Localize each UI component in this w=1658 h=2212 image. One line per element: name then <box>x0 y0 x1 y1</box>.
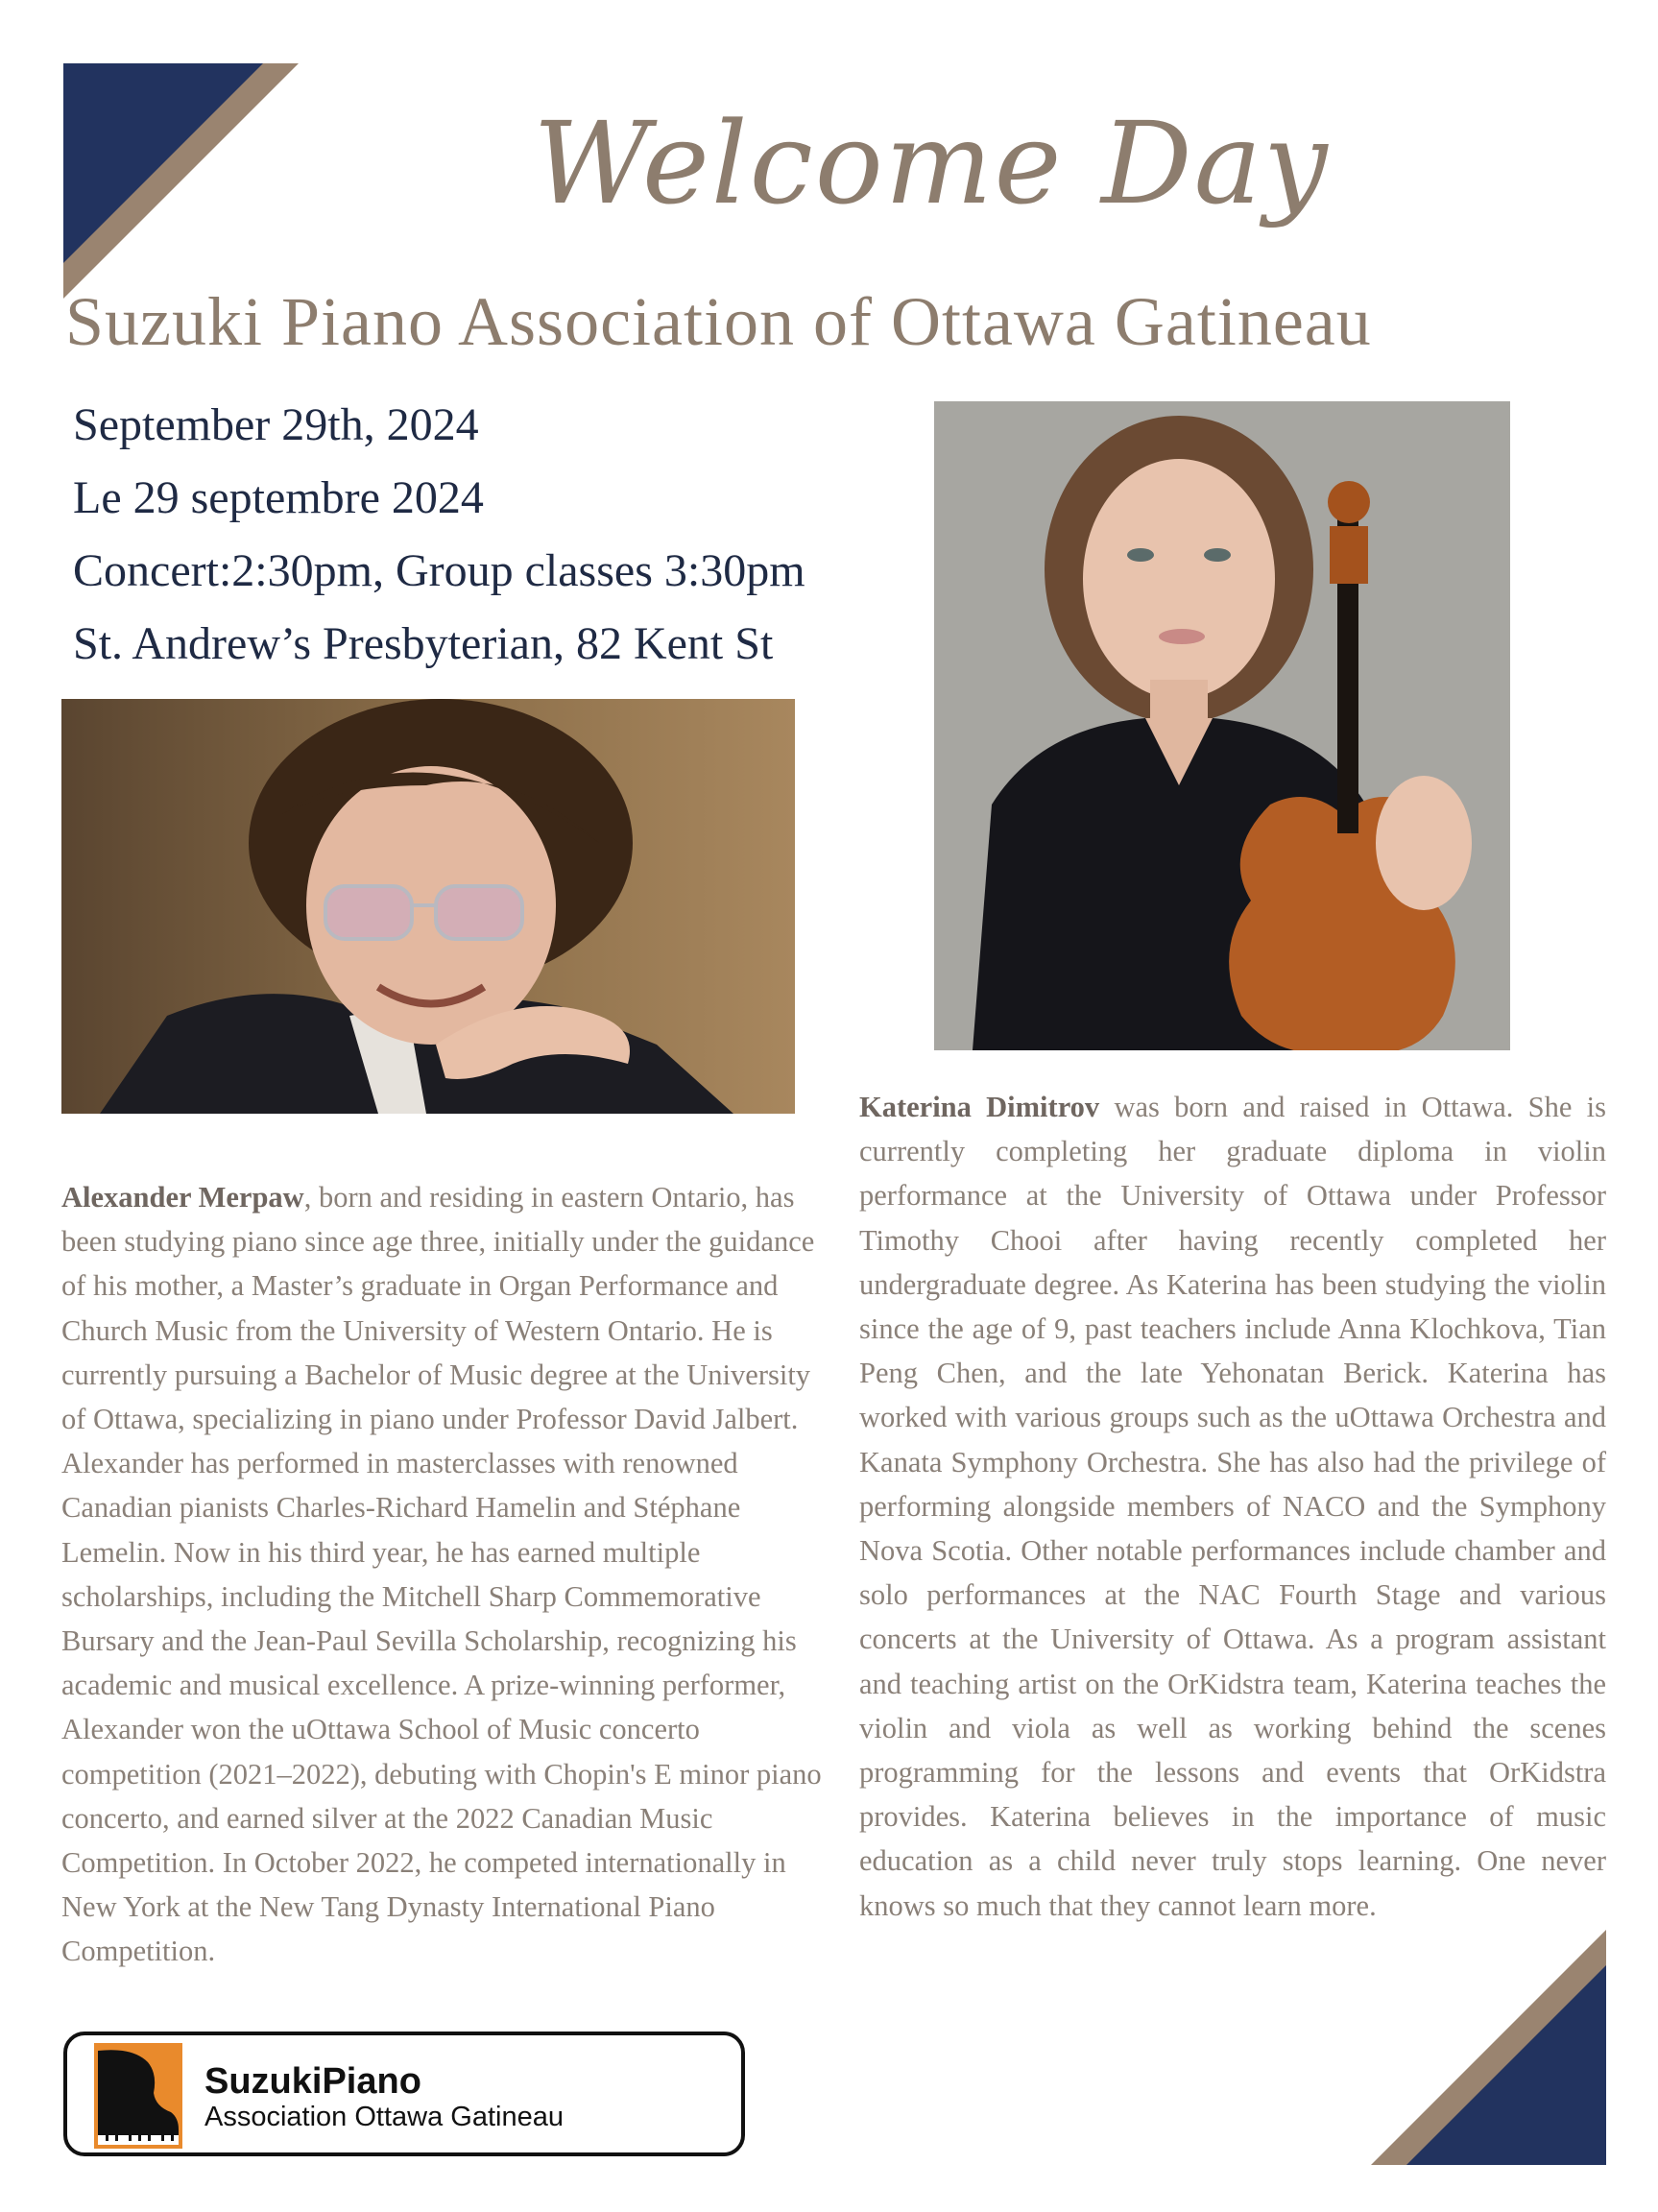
photo-katerina-dimitrov <box>934 401 1510 1050</box>
event-date-fr: Le 29 septembre 2024 <box>73 472 484 523</box>
logo-title: SuzukiPiano <box>204 2061 421 2102</box>
bio-alexander <box>61 1175 839 1974</box>
bio-katerina-name: Katerina Dimitrov <box>859 1091 1100 1123</box>
event-times: Concert:2:30pm, Group classes 3:30pm <box>73 545 805 596</box>
event-location: St. Andrew’s Presbyterian, 82 Kent St <box>73 618 774 669</box>
welcome-title: Welcome Day <box>533 97 1330 229</box>
organization-title: Suzuki Piano Association of Ottawa Gatineau <box>65 283 1372 360</box>
logo-subtitle: Association Ottawa Gatineau <box>204 2102 564 2132</box>
event-date-en: September 29th, 2024 <box>73 399 479 450</box>
bio-alexander-text: , born and residing in eastern Ontario, has been studying piano since age three, initially under the guidance of his mother, a Master’s graduate in Organ Performance and Church Music from the University of Western Ontario. He is currently pursuing a Bachelor of Music degree at the University of Ottawa, specializing in piano under Professor David Jalbert. Alexander has performed in masterclasses with renowned Canadian pianists Charles-Richard Hamelin and Stéphane Lemelin. Now in his third year, he has earned multiple scholarships, including the Mitchell Sharp Commemorative Bursary and the Jean-Paul Sevilla Scholarship, recognizing his academic and musical excellence. A prize-winning performer, Alexander won the uOttawa School of Music concerto competition (2021–2022), debuting with Chopin's E minor piano concerto, and earned silver at the 2022 Canadian Music Competition. In October 2022, he competed internationally in New York at the New Tang Dynasty International Piano Competition. <box>61 1181 822 1968</box>
photo-alexander-merpaw <box>61 699 795 1114</box>
bio-katerina <box>859 1085 1606 1928</box>
corner-decoration-top-left <box>63 63 299 299</box>
grand-piano-logo-icon <box>94 2043 182 2149</box>
bio-alexander-name: Alexander Merpaw <box>61 1181 304 1214</box>
bio-katerina-text: was born and raised in Ottawa. She is currently completing her graduate diploma in violin performance at the University of Ottawa under Professor Timothy Chooi after having recently completed her undergraduate degree. As Katerina has been studying the violin since the age of 9, past teachers include Anna Klochkova, Tian Peng Chen, and the late Yehonatan Berick. Katerina has worked with various groups such as the uOttawa Orchestra and Kanata Symphony Orchestra. She has also had the privilege of performing alongside members of NACO and the Symphony Nova Scotia. Other notable performances include chamber and solo performances at the NAC Fourth Stage and various concerts at the University of Ottawa. As a program assistant and teaching artist on the OrKidstra team, Katerina teaches the violin and viola as well as working behind the scenes programming for the lessons and events that OrKidstra provides. Katerina believes in the importance of music education as a child never truly stops learning. One never knows so much that they cannot learn more. <box>859 1091 1607 1922</box>
corner-decoration-bottom-right <box>1371 1930 1606 2165</box>
